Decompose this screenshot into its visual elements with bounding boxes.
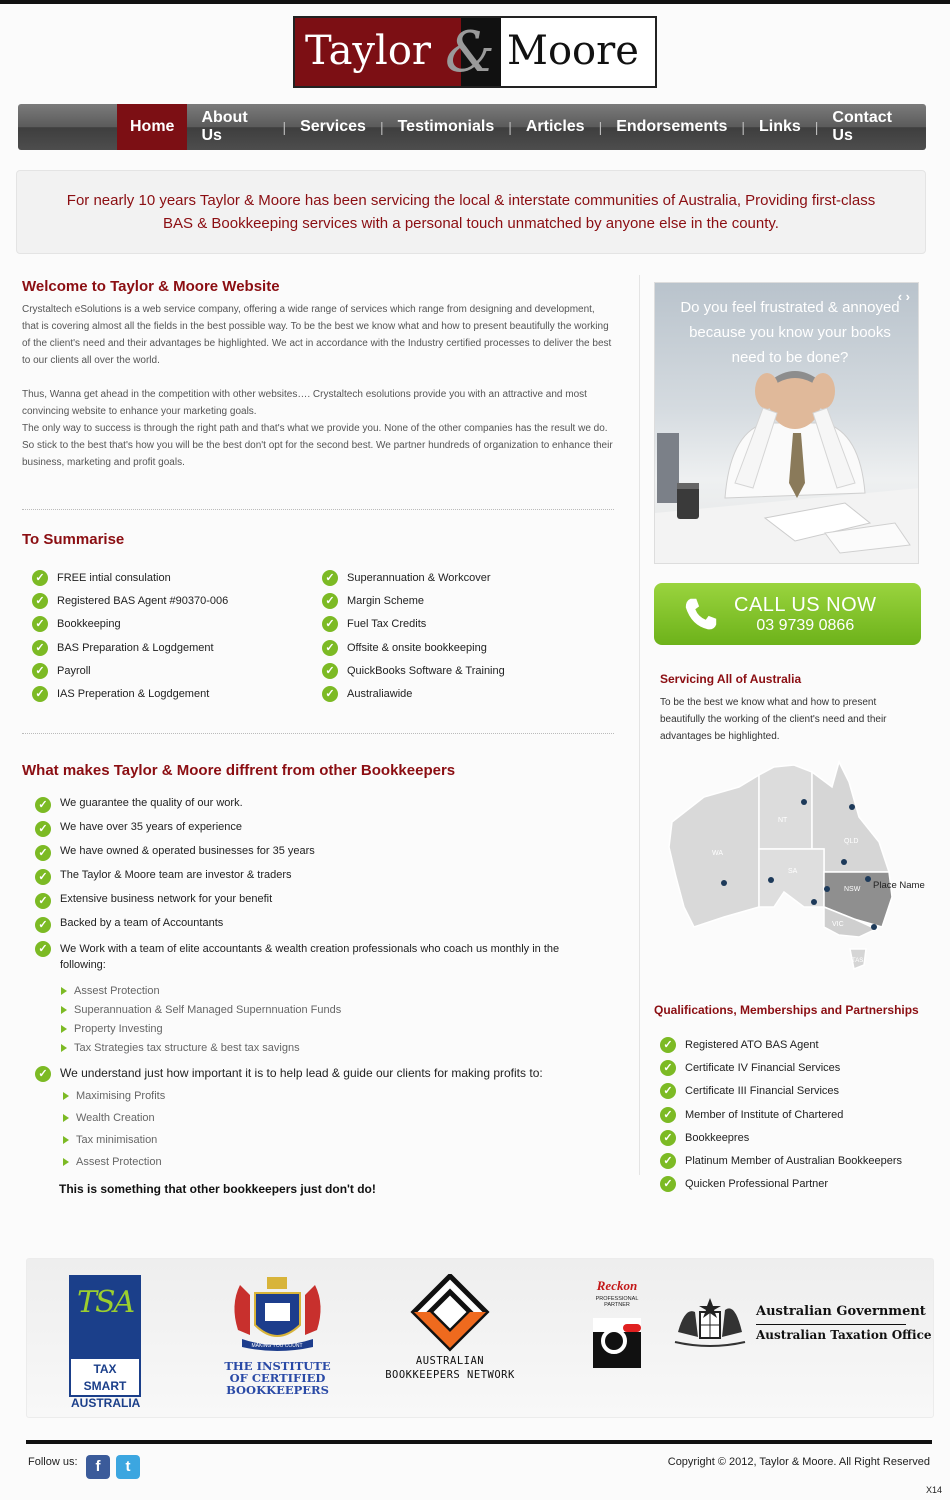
nav-separator: | <box>741 119 745 135</box>
different-title: What makes Taylor & Moore diffrent from other Bookkeepers <box>22 762 456 779</box>
column-divider <box>639 275 640 1175</box>
sub-list-item: Assest Protection <box>61 985 575 997</box>
copyright-text: Copyright © 2012, Taylor & Moore. All Right Reserved <box>667 1456 930 1468</box>
list-item: ✓ Registered ATO BAS Agent <box>660 1033 902 1056</box>
intro-banner <box>16 170 926 254</box>
reckon-logo[interactable] <box>590 1278 644 1370</box>
arrow-icon <box>63 1092 69 1100</box>
map-label-wa: WA <box>712 850 724 857</box>
closing-statement: This is something that other bookkeepers just don't do! <box>59 1182 376 1196</box>
check-icon: ✓ <box>322 640 338 656</box>
map-marker <box>849 804 855 810</box>
check-icon: ✓ <box>660 1153 676 1169</box>
cta-label: CALL US NOW <box>734 593 877 616</box>
site-logo[interactable] <box>293 16 657 88</box>
nav-articles[interactable]: Articles <box>525 118 585 135</box>
check-icon: ✓ <box>660 1083 676 1099</box>
nav-endorsements[interactable]: Endorsements <box>616 118 728 135</box>
top-border <box>0 0 950 4</box>
follow-us-label: Follow us: <box>28 1456 78 1468</box>
map-marker <box>824 886 830 892</box>
check-icon: ✓ <box>322 686 338 702</box>
sub-list-item: Tax minimisation <box>63 1134 575 1146</box>
nav-separator: | <box>379 119 384 135</box>
facebook-icon[interactable]: f <box>86 1455 110 1479</box>
check-icon: ✓ <box>32 663 48 679</box>
list-item: ✓ The Taylor & Moore team are investor & traders <box>35 869 575 885</box>
abn-logo[interactable] <box>382 1274 518 1384</box>
check-icon: ✓ <box>660 1130 676 1146</box>
sub-list-profit <box>63 1090 575 1168</box>
ato-gov-text: Australian Government <box>756 1304 926 1319</box>
check-icon: ✓ <box>32 593 48 609</box>
list-item: ✓ FREE intial consulation <box>32 566 302 589</box>
slider-question: Do you feel frustrated & annoyed because you know your books need to be done? <box>680 299 900 366</box>
arrow-icon <box>61 987 67 995</box>
map-marker <box>768 877 774 883</box>
list-item: ✓ We understand just how important it is to help lead & guide our clients for making profits to: <box>35 1066 575 1082</box>
map-region-nt <box>759 765 812 849</box>
list-item: ✓ Australiawide <box>322 682 592 705</box>
check-icon: ✓ <box>32 640 48 656</box>
logo-ampersand: & <box>445 20 495 85</box>
check-icon: ✓ <box>32 570 48 586</box>
qualifications-list <box>660 1033 902 1196</box>
welcome-title: Welcome to Taylor & Moore Website <box>22 278 280 295</box>
tsa-logo-block <box>71 1277 139 1359</box>
list-item: ✓ Superannuation & Workcover <box>322 566 592 589</box>
arrow-icon <box>63 1136 69 1144</box>
arrow-icon <box>61 1025 67 1033</box>
list-item: ✓ Platinum Member of Australian Bookkeepers <box>660 1149 902 1172</box>
map-label-vic: VIC <box>832 921 844 928</box>
ato-logo[interactable] <box>670 1292 932 1352</box>
list-item: ✓ Offsite & onsite bookkeeping <box>322 636 592 659</box>
main-navigation <box>18 104 926 150</box>
map-marker <box>841 859 847 865</box>
footer-bar <box>26 1440 932 1444</box>
servicing-title: Servicing All of Australia <box>660 672 802 686</box>
nav-about-us[interactable]: About Us <box>201 109 248 144</box>
slider-arrows-icon[interactable]: ‹ › <box>897 289 910 304</box>
check-icon: ✓ <box>35 893 51 909</box>
logo-text-moore: Moore <box>507 28 639 74</box>
nav-separator: | <box>508 119 512 135</box>
arrow-icon <box>61 1044 67 1052</box>
nav-links[interactable]: Links <box>758 118 801 135</box>
list-item: ✓ QuickBooks Software & Training <box>322 659 592 682</box>
stressed-man-illustration <box>655 283 919 564</box>
nav-separator: | <box>282 119 287 135</box>
intro-line-1: For nearly 10 years Taylor & Moore has been servicing the local & interstate communities of Australia, Providing first-class <box>66 192 876 209</box>
twitter-icon[interactable]: t <box>116 1455 140 1479</box>
check-icon: ✓ <box>660 1060 676 1076</box>
icb-logo[interactable] <box>220 1275 335 1397</box>
check-icon: ✓ <box>322 663 338 679</box>
phone-icon <box>682 595 720 633</box>
list-item: ✓ Backed by a team of Accountants <box>35 917 575 933</box>
call-us-button[interactable] <box>654 583 921 645</box>
summary-column-2 <box>322 566 592 706</box>
coat-of-arms-icon <box>670 1292 750 1352</box>
list-item: ✓ Bookkeepres <box>660 1126 902 1149</box>
nav-separator: | <box>814 119 819 135</box>
welcome-section <box>22 278 614 471</box>
nav-home[interactable]: Home <box>117 104 187 150</box>
list-item: ✓ Registered BAS Agent #90370-006 <box>32 589 302 612</box>
different-list <box>35 797 575 1196</box>
australia-map[interactable] <box>664 757 934 979</box>
arrow-icon <box>63 1114 69 1122</box>
list-item: ✓ IAS Preperation & Logdgement <box>32 682 302 705</box>
check-icon: ✓ <box>322 570 338 586</box>
check-icon: ✓ <box>35 821 51 837</box>
map-label-qld: QLD <box>844 838 859 845</box>
check-icon: ✓ <box>35 1066 51 1082</box>
reckon-mark <box>593 1318 641 1368</box>
list-item: ✓ Bookkeeping <box>32 613 302 636</box>
welcome-paragraph-1: Crystaltech eSolutions is a web service company, offering a wide range of services which range from designing and development, that is covering almost all the fields in the best possible way. To be the best we know what and how to present beautifully the working of the client's need and their advantages be highlighted. We act in accordance with the Industry certified processes to deliver the best to our clients all over the world. <box>22 304 612 366</box>
nav-separator: | <box>598 119 603 135</box>
sub-list-item: Maximising Profits <box>63 1090 575 1102</box>
list-item: ✓ Member of Institute of Chartered <box>660 1103 902 1126</box>
cta-phone: 03 9739 0866 <box>756 616 855 634</box>
logo-text-taylor: Taylor <box>305 28 432 74</box>
check-icon: ✓ <box>35 941 51 957</box>
servicing-text: To be the best we know what and how to present beautifully the working of the client's need and their advantages be highlighted. <box>660 697 887 742</box>
map-marker <box>865 876 871 882</box>
abn-diamond-icon <box>410 1274 490 1354</box>
map-label-nsw: NSW <box>844 886 861 893</box>
map-marker <box>811 899 817 905</box>
list-item: ✓ Margin Scheme <box>322 589 592 612</box>
summary-title: To Summarise <box>22 531 125 548</box>
hero-slider[interactable] <box>654 282 919 564</box>
section-divider <box>22 509 614 510</box>
ato-office-text: Australian Taxation Office <box>756 1328 932 1342</box>
list-item: ✓ Extensive business network for your benefit <box>35 893 575 909</box>
sub-list-work <box>61 985 575 1054</box>
summary-column-1 <box>32 566 302 706</box>
check-icon: ✓ <box>35 869 51 885</box>
abn-logo-text: AUSTRALIAN BOOKKEEPERS NETWORK <box>385 1355 515 1381</box>
tsa-logo-text: TAX SMART AUSTRALIA <box>71 1362 141 1410</box>
sub-list-item: Superannuation & Self Managed Supernnuation Funds <box>61 1004 575 1016</box>
sub-list-item: Tax Strategies tax structure & best tax savigns <box>61 1042 575 1054</box>
check-icon: ✓ <box>322 616 338 632</box>
check-icon: ✓ <box>35 917 51 933</box>
ato-divider <box>756 1324 906 1325</box>
icb-logo-text: THE INSTITUTE OF CERTIFIED BOOKKEEPERS <box>224 1359 331 1397</box>
check-icon: ✓ <box>660 1176 676 1192</box>
check-icon: ✓ <box>660 1107 676 1123</box>
map-marker <box>801 799 807 805</box>
icb-crest-icon <box>220 1275 335 1355</box>
welcome-paragraph-3: The only way to success is through the right path and that's what we provide you. None of the other companies has the result we do. So stick to the best that's how you will be the best don't opt for the second best. We partner hundreds of organization to enhance their business, marketing and profit goals. <box>22 423 613 468</box>
check-icon: ✓ <box>660 1037 676 1053</box>
tsa-logo[interactable] <box>69 1275 141 1410</box>
section-divider <box>22 733 614 734</box>
welcome-paragraph-2: Thus, Wanna get ahead in the competition with other websites…. Crystaltech esolutions provide you with an attractive and most convincing website to enhance your marketing goals. <box>22 389 587 417</box>
map-place-name: Place Name <box>873 880 925 891</box>
list-item: ✓ We have owned & operated businesses for 35 years <box>35 845 575 861</box>
check-icon: ✓ <box>32 686 48 702</box>
tsa-monogram: TSA <box>77 1285 134 1320</box>
intro-line-2: BAS & Bookkeeping services with a personal touch unmatched by anyone else in the county. <box>163 215 779 232</box>
list-item: ✓ We guarantee the quality of our work. <box>35 797 575 813</box>
nav-services[interactable]: Services <box>300 118 366 135</box>
list-item: ✓ We have over 35 years of experience <box>35 821 575 837</box>
arrow-icon <box>63 1158 69 1166</box>
list-item: ✓ Certificate III Financial Services <box>660 1080 902 1103</box>
check-icon: ✓ <box>35 797 51 813</box>
arrow-icon <box>61 1006 67 1014</box>
list-item: ✓ Certificate IV Financial Services <box>660 1056 902 1079</box>
nav-testimonials[interactable]: Testimonials <box>397 118 495 135</box>
map-label-tas: TAS <box>852 958 864 964</box>
check-icon: ✓ <box>32 616 48 632</box>
check-icon: ✓ <box>322 593 338 609</box>
list-item: ✓ Fuel Tax Credits <box>322 613 592 636</box>
sub-list-item: Assest Protection <box>63 1156 575 1168</box>
list-item: ✓ BAS Preparation & Logdgement <box>32 636 302 659</box>
map-marker <box>871 924 877 930</box>
list-item: ✓ We Work with a team of elite accountants & wealth creation professionals who coach us monthly in the following: <box>35 941 575 973</box>
sub-list-item: Wealth Creation <box>63 1112 575 1124</box>
check-icon: ✓ <box>35 845 51 861</box>
list-item: ✓ Quicken Professional Partner <box>660 1173 902 1196</box>
nav-contact-us[interactable]: Contact Us <box>832 109 892 144</box>
qualifications-title: Qualifications, Memberships and Partnerships <box>654 1003 919 1017</box>
reckon-partner-text: PROFESSIONAL PARTNER <box>595 1296 639 1308</box>
list-item: ✓ Payroll <box>32 659 302 682</box>
map-label-sa: SA <box>788 868 798 875</box>
sub-list-item: Property Investing <box>61 1023 575 1035</box>
svg-text:MAKING YOU COUNT: MAKING YOU COUNT <box>251 1343 303 1349</box>
map-marker <box>721 880 727 886</box>
map-label-nt: NT <box>778 817 788 824</box>
map-region-sa <box>759 849 824 907</box>
reckon-name: Reckon <box>596 1278 638 1293</box>
corner-label: X14 <box>925 1485 942 1495</box>
